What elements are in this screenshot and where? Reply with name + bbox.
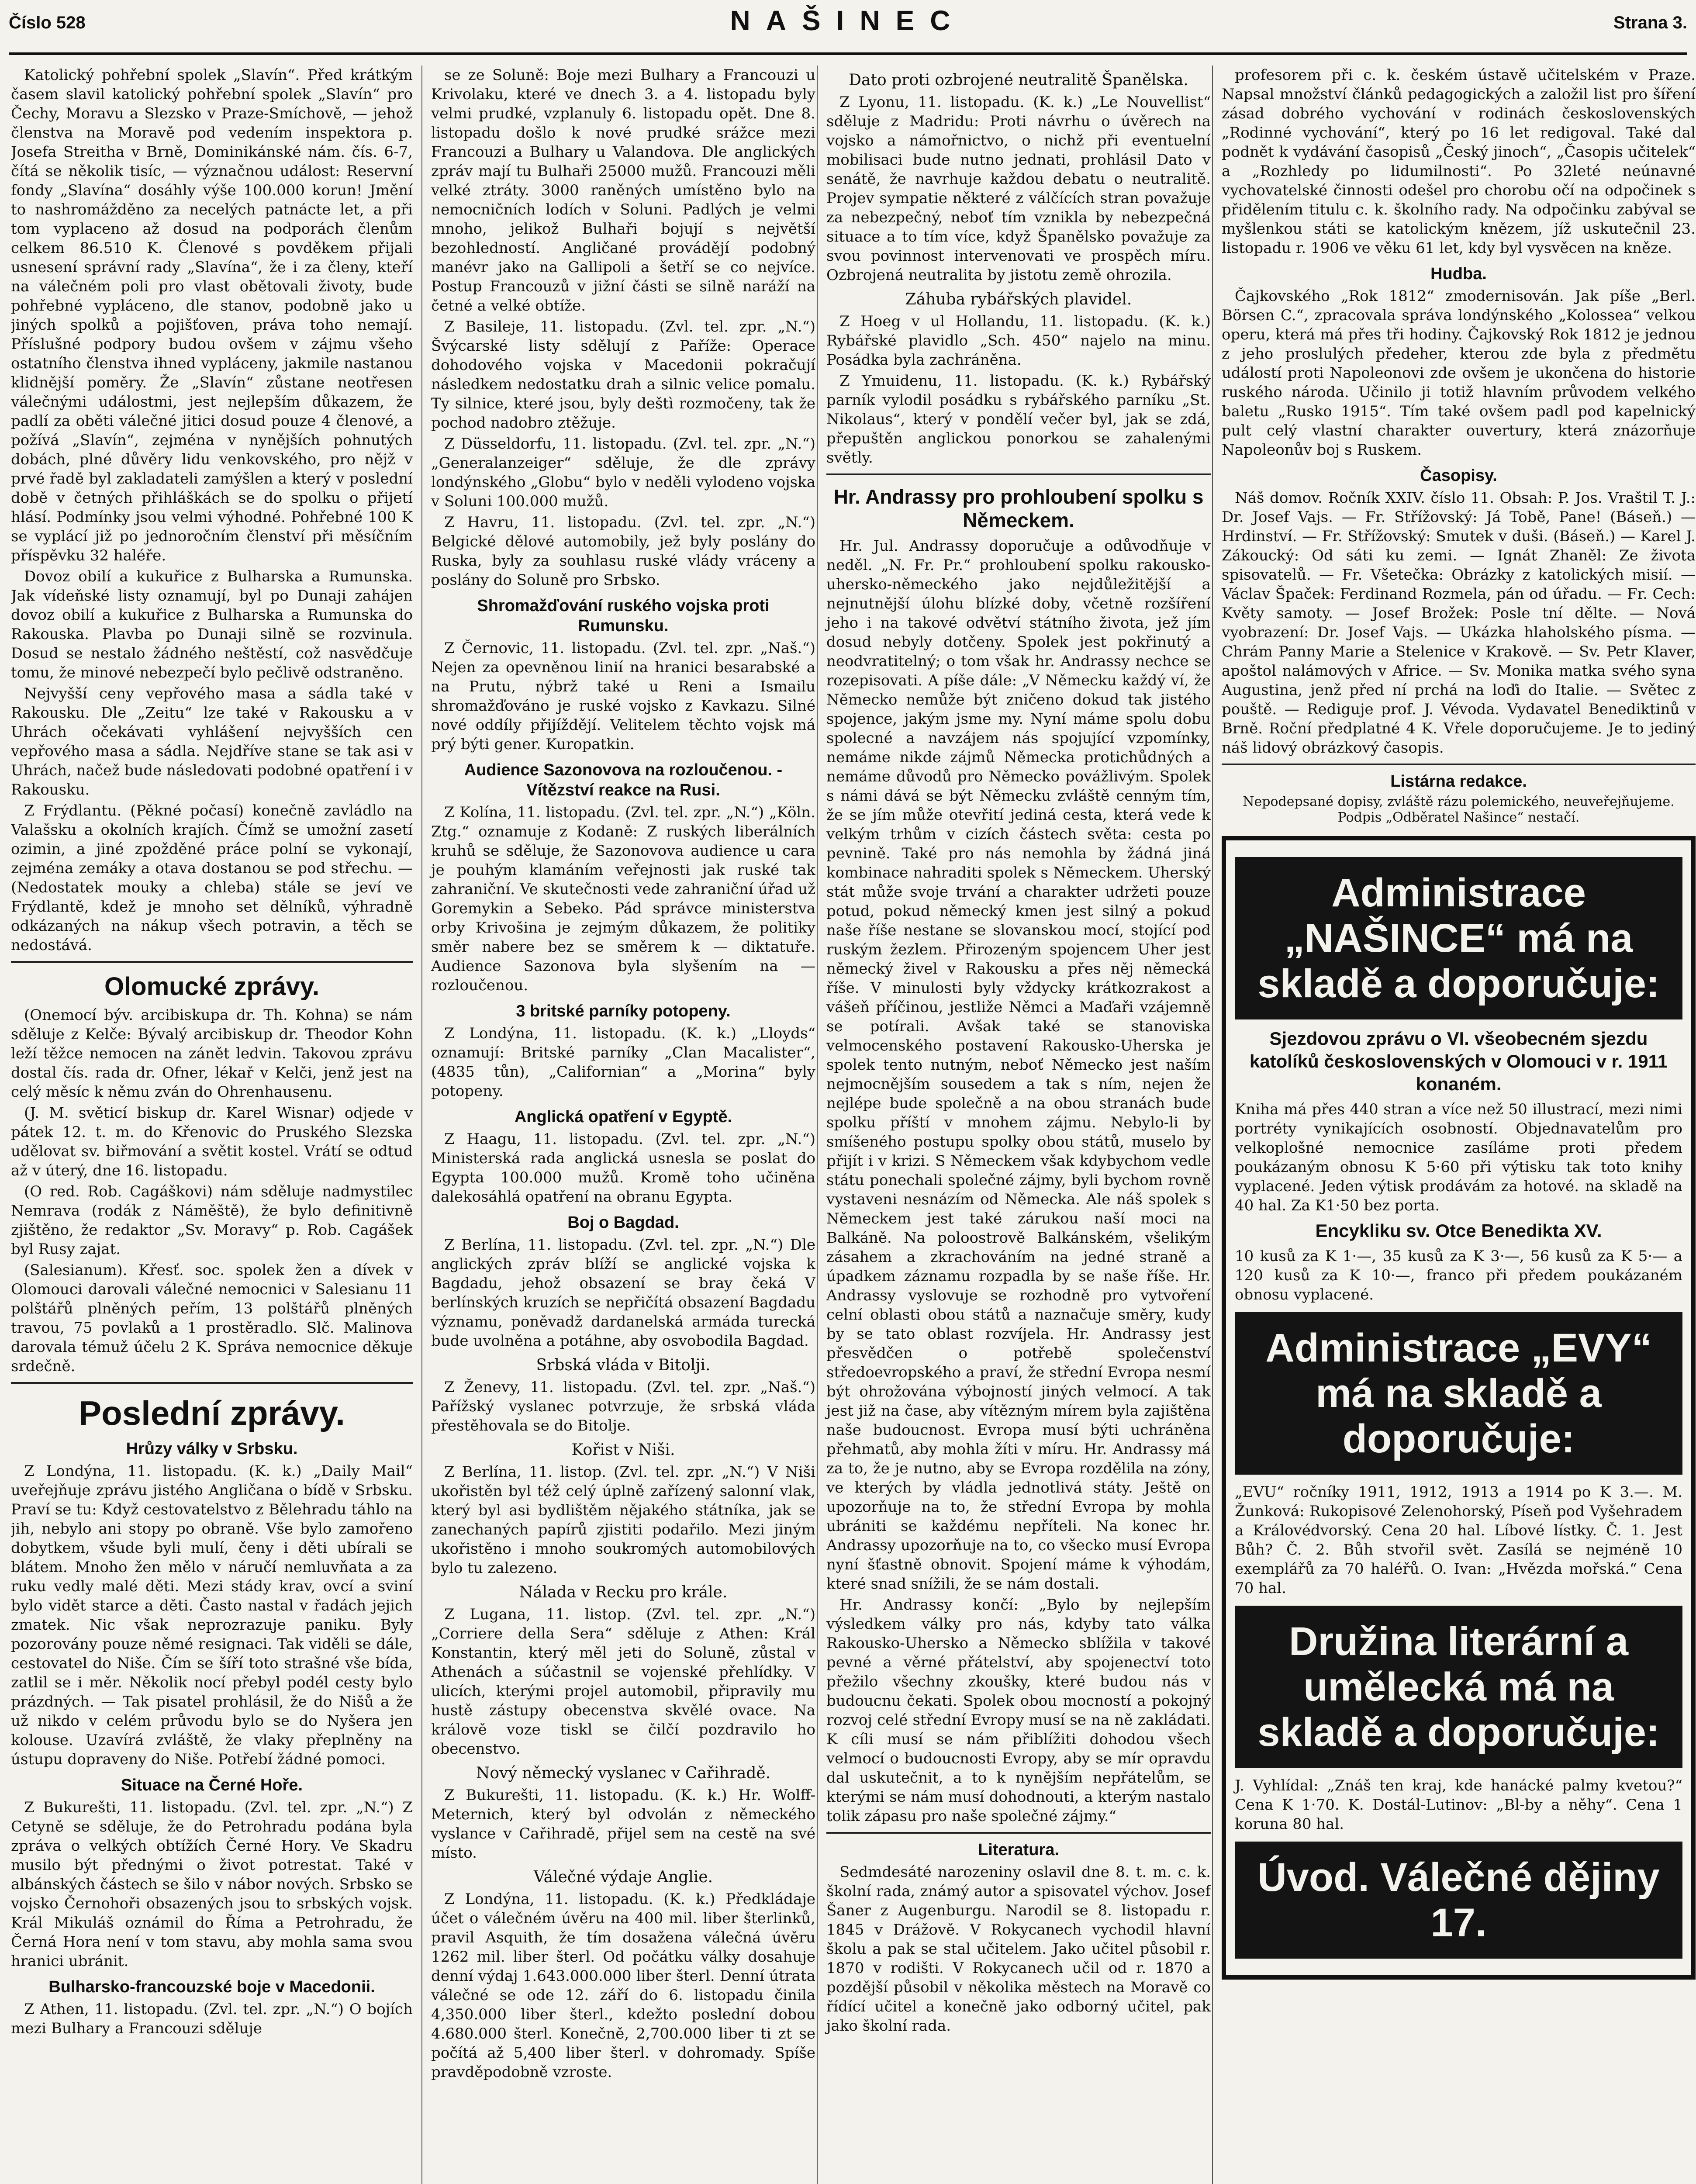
article-kohn: (Onemocí býv. arcibiskupa dr. Th. Kohna) se nám sděluje z Kelče: Bývalý arcibiskup dr. Theodor Kohn leží těžce nemocen na zánět ledvin. Takovou zprávu dostal čís. rada dr. Ofner, lékař v Kelči, jenž jest na celý měsíc k němu zván do Ohrenhausenu. (11, 1006, 413, 1101)
heading-parniky: 3 britské parníky potopeny. (516, 1002, 731, 1020)
column-4 (1212, 66, 1696, 2184)
column-1 (11, 66, 413, 2184)
article-saner: Sedmdesáté narozeniny oslavil dne 8. t. m. c. k. školní rada, známý autor a spisovatel výchov. Josef Šaner z Augenburgu. Narodil se 8. listopadu r. 1845 v Drážově. V Rokycanech vychodil hlavní školu a pak se stal učitelem. Jako učitel působil r. 1870 v rodišti. V Rokycanech učil od r. 1870 a pozdější působil v několika městech na Moravě co řídící učitel a konečně jako odborný učitel, pak jako školní rada. (826, 1863, 1211, 2035)
heading-vydaje: Válečné výdaje Anglie. (533, 1868, 713, 1886)
article-bagdad: Z Berlína, 11. listopadu. (Zvl. tel. zpr. „N.“) Dle anglických zpráv blíží se anglické vojska k Bagdadu, jehož obsazení se bray čeká V berlínských kruzích se nepřičítá obsazení Bagdadu významu, poněvadž dardanelská armáda turecká bude uvolněna a potáhne, aby osvobodila Bagdad. (431, 1236, 815, 1350)
divider (826, 473, 1211, 475)
ad-eva-banner: Administrace „EVY“ má na skladě a doporučuje: (1235, 1312, 1682, 1475)
heading-bulharsko: Bulharsko-francouzské boje v Macedonii. (48, 1978, 375, 1996)
divider (826, 1832, 1211, 1834)
ad-sjezd-text: Kniha má přes 440 stran a více než 50 illustrací, mezi nimi portréty vynikajících osobností. Objednavatelům pro velkoplošné nemocnice zasíláme proti předem poukázaným obnosu K 5·60 při výtisku tak toto knihy vyplacené. Jeden výtisk prodávám za hotové. na skladě na 40 hal. Za K1·50 bez porta. (1235, 1101, 1682, 1214)
article-frydlant: Z Frýdlantu. (Pěkné počasí) konečně zavládlo na Valašsku a okolních krajích. Čímž se umožní zasetí ozimin, a jiné zpožděné práce polní se vykonají, zejména zemáky a otava dostanou se pod střechu. — (Nedostatek mouky a chleba) stále se jeví ve Frýdlantě, kdež je mnoho set dělníků, výhradně odkázaných na nákup všech potravin, a těch se nedostává. (11, 802, 413, 954)
article-athen: Z Athen, 11. listopadu. (Zvl. tel. zpr. „N.“) O bojích mezi Bulhary a Francouzi sděluje (11, 2001, 413, 2037)
heading-cerna-hora: Situace na Černé Hoře. (121, 1776, 303, 1794)
article-ymuiden: Z Ymuidenu, 11. listopadu. (K. k.) Rybářský parník vylodil posádku s rybářského parníku „St. Nikolaus“, který v pondělí večer byl, jak se zdá, přepuštěn anglickou ponorkou se zahalenými světly. (826, 372, 1211, 467)
heading-bagdad: Boj o Bagdad. (567, 1213, 679, 1232)
article-cajkovsky: Čajkovského „Rok 1812“ zmodernisován. Jak píše „Berl. Börsen C.“, zpracovala správa londýnského „Kolossea“ velkou operu, která má přes tři hodiny. Čajkovský Rok 1812 je jednou z jeho proslulých předeher, kterou zde byla z předmětu událostí proti Napoleonovi zde ovšem je ukončena do historie ruského národa. Učinilo ji totiž hlavním průvodem velkého baletu „Rusko 1915“. Tím také ovšem padl pod kapelnický pult celý vlastní charakter ouvertury, která znázorňuje Napoleonův boj s Ruskem. (1222, 287, 1696, 459)
ad-encyklika-text: 10 kusů za K 1·—, 35 kusů za K 3·—, 56 kusů za K 5·— a 120 kusů za K 10·—, franco při předem poukázaném obnosu vyplacené. (1235, 1248, 1682, 1303)
heading-vyslanec: Nový německý vyslanec v Cařihradě. (476, 1764, 771, 1782)
advertisement-frame (1222, 836, 1696, 1980)
article-lugano: Z Lugana, 11. listop. (Zvl. tel. zpr. „N.“) „Corriere della Sera“ sděluje z Athen: Král Konstantin, který měl jeti do Soluně, zůstal v Athenách a súčastnil se vojenské přehlídky. V ulicích, kterými projel automobil, připravily mu hustě zástupy obecenstva skvělé ovace. Na králově voze tiskl se čilčí pozdravilo ho obecenstvo. (431, 1606, 815, 1758)
ad-nasinec-banner: Administrace „NAŠINCE“ má na skladě a doporučuje: (1235, 857, 1682, 1019)
heading-literatura: Literatura. (978, 1841, 1059, 1859)
ad-encyklika-title: Encykliku sv. Otce Benedikta XV. (1315, 1220, 1602, 1241)
heading-egypt: Anglická opatření v Egyptě. (514, 1108, 732, 1126)
article-saner-cont: profesorem při c. k. českém ústavě učitelském v Praze. Napsal množství článků pedagogických a založil list pro šíření zásad dobrého vychování v rodinách československých „Rodinné vychování“, který po 16 let redigoval. Také dal podnět k vydávání časopisů „Český jinoch“, „Časopis učitelek“ a „Rozhledy po lidumilnosti“. Po 32leté neúnavné vychovatelské činnosti odešel pro chorobu očí na odpočinek s přidělením titulu c. k. školního rady. Na odpočinku zabýval se myšlenkou státi se katolickým knězem, jíž uskutečnil 23. listopadu r. 1906 ve věku 61 let, kdy byl vysvěcen na kněze. (1222, 66, 1696, 257)
article-zeneva: Z Ženevy, 11. listopadu. (Zvl. tel. zpr. „Naš.“) Pařížský vyslanec potvrzuje, že srbská vláda přestěhovala se do Bitolje. (431, 1379, 815, 1434)
paper-title: NAŠINEC (730, 5, 966, 36)
article-hoeg: Z Hoeg v ul Hollandu, 11. listopadu. (K. k.) Rybářské plavidlo „Sch. 450“ najelo na minu. Posádka byla zachráněna. (826, 313, 1211, 369)
page-number-left: Číslo 528 (9, 13, 86, 32)
heading-audience: Audience Sazonovova na rozloučenou. - Vítězství reakce na Rusi. (464, 761, 783, 799)
ad-druzina-banner: Družina literární a umělecká má na skladě a doporučuje: (1235, 1606, 1682, 1768)
article-dovoz-obili: Dovoz obilí a kukuřice z Bulharska a Rumunska. Jak vídeňské listy oznamují, byl po Dunaji zahájen dovoz obilí a kukuřice z Bulharska a Rumunska do Rakouska. Plavba po Dunaji silně se rozvinula. Dosud se nestalo žádného neštěstí, což nasvědčuje tomu, že minové nebezpečí bylo pečlivě odstraněno. (11, 568, 413, 681)
article-andrassy-end: Hr. Andrassy končí: „Bylo by nejlepším výsledkem války pro nás, kdyby tato válka Rakousko-Uhersko a Německo sblížila v takové pevné a věrné přátelství, aby spojenectví toto přežilo všechny zkoušky, které budou nás v budoucnu čekati. Spolek obou mocností a pokojný rozvoj celé střední Evropy musí se na ně zakládati. K cíli musí se nám přiblížiti dohodou všech velmocí o budoucnosti Evropy, aby se mír opravdu dal uskutečnit, a to k nynějším nepřátelům, se kterými se nám musí dohodnouti, a kterým nastalo tolik zápasu pro naše společné zájmy.“ (826, 1596, 1211, 1825)
article-havr: Z Havru, 11. listopadu. (Zvl. tel. zpr. „N.“) Belgické dělové automobily, jež byly poslány do Ruska, byly za souhlasu ruské vlády vráceny a poslány do Soluně pro Srbsko. (431, 514, 815, 589)
article-wisnar: (J. M. světicí biskup dr. Karel Wisnar) odjede v pátek 12. t. m. do Křenovic do Pruského Slezska udělovat sv. biřmování a světit kostel. Vrátí se odtud až v úterý, dne 16. listopadu. (11, 1104, 413, 1179)
heading-recko: Nálada v Recku pro krále. (519, 1583, 728, 1601)
listarna-note: Nepodepsané dopisy, zvláště rázu polemického, neuveřejňujeme. Podpis „Odběratel Našince“ nestačí. (1243, 794, 1675, 825)
heading-shromazdovani: Shromažďování ruského vojska proti Rumunsku. (477, 597, 770, 635)
article-nis: Z Berlína, 11. listop. (Zvl. tel. zpr. „N.“) V Niši ukořistěn byl též celý úplně zařízený salonní vlak, který byl asi bydlištěm nějakého státníka, jak se zanechaných papírů zjistiti podařilo. Mezi jiným ukořistěno i mnoho soukromých automobilových bylo tu zalezeno. (431, 1463, 815, 1577)
article-basilej: Z Basileje, 11. listopadu. (Zvl. tel. zpr. „N.“) Švýcarské listy sdělují z Paříže: Operace dohodového vojska v Macedonii pokračují následkem nedostatku drah a silnic velice pomalu. Ty silnice, které jsou, byly deštì rozmočeny, tak že pochod nadobro ztěžuje. (431, 318, 815, 432)
divider (11, 1382, 413, 1384)
article-cernovice: Z Černovic, 11. listopadu. (Zvl. tel. zpr. „Naš.“) Nejen za opevněnou linií na hranici besarabské a na Prutu, nýbrž také u Reni a Ismailu shromažďováno je ruské vojsko z Kavkazu. Silné nové oddíly přijíždějí. Velitelem těchto vojsk má prý býti gener. Kuropatkin. (431, 639, 815, 753)
article-koln: Z Kolína, 11. listopadu. (Zvl. tel. zpr. „N.“) „Köln. Ztg.“ oznamuje z Kodaně: Z ruských liberálních kruhů se sděluje, že Sazonovova audience u cara je pouhým klamáním veřejnosti jak ruské tak zahraniční. Ve skutečnosti vede zahraniční úřad už Goremykin a Sebeko. Pád správce ministerstva orby Krivošina je zejmým důkazem, že politiky směr nabere bez se směrem k — diktatuře. Audience Sazonova byla slyšením na — rozloučenou. (431, 804, 815, 994)
article-andrassy: Hr. Jul. Andrassy doporučuje a odůvodňuje v neděl. „N. Fr. Pr.“ prohloubení spolku rakousko-uhersko-německého jako nejdůležitější a nejnutnější úlohu blízké doby, včetně rozšíření jeho i na takové odvětví státního života, jež jím dosud nebyly dotčeny. Spolek jest pokřinutý a neodvratitelný; o tom však hr. Andrassy nechce se rozepisovati. A píše dále: „V Německu každý ví, že Německo nemůže být zničeno dokud tak jistého spojence, jakým jsme my. Nyní máme spolu dobu spolecné a navzájem nás spojující vzpomínky, nemáme nikde zájmů Německa protichůdných a nemáme důvodů pro Německo povážlivým. Spolek s námi dává se být Německu zvláště cenným tím, že se jím může otevřití jediná cesta, která vede k velkým trhům v cizích částech světa: cesta po pevnině. Také pro nás nemohla by žádná jiná kombinace nahraditi spolek s Německem. Uherský stát může svoje trvání a charakter udržeti pouze potud, pokud německý kmen jest silný a pokud naše říše nestane se slovanskou mocí, stojící pod ruským žezlem. Přirozeným spojencem Uher jest německý živel v Rakousku a přes něj německá říše. V minulosti byly vždycky krátkozrakost a vášeň příčinou, jestliže Němci a Maďaři vzájemně se potírali. Avšak také se stanoviska velmocenského postavení Rakousko-Uherska je spolek tento nutným, neboť Německo jest naším nejmocnějším sousedem a tak s ním, nejen že nejlépe bude společně a na obou stranách bude spolku příští v mnohem zájmu. Nebylo-li by smíšeného postupu spolky obou států, muselo by přijít i v krizi. S Německem však kdybychom vedle státu ponechali společné zájmy, byli bychom rovně vystaveni nesnázím od Německa. Ale náš spolek s Německem jest také zárukou naší moci na Balkáně. Na poloostrově Balkánském, všelikým zásahem a zkrachováním na jedné straně a úpadkem záznamu rozpadla by se naše říše. Hr. Andrassy vyslovuje se rozhodně pro vytvoření celní oblasti obou států a naznačuje směry, kudy by se tato oblast rozvíjela. Hr. Andrassy jest přesvědčen o potřebě společenství středoevropského a praví, že střední Evropa nesmí být ohrožována výbojností jiných velmocí. A tak jest již na čase, aby vítězným mírem byla zajištěna naše budoucnost. Evropa musí býti uchráněna přehmatů, aby mohla žíti v míru. Hr. Andrassy má za to, že je nutno, aby se Evropa rozdělila na zóny, ve kterých by vládla jednotlivá státy. Ještě on upozorňuje na to, že střední Evropa by mohla ubrániti se každému nepříteli. Na konec hr. Andrassy upozorňuje na to, co všecko musí Evropa nyní šťastně obnovit. Spojení máme k výhodám, které snad snížili, že se nám dostali. (826, 537, 1211, 1593)
column-2 (421, 66, 815, 2184)
ad-eva-text: „EVU“ ročníky 1911, 1912, 1913 a 1914 po K 3.—. M. Žunková: Rukopisové Zelenohorský, Píseň pod Vyšehradem a Královédvorský. Cena 20 hal. Líbové lístky. Č. 1. Jest Bůh? Č. 2. Bůh stvořil svět. Zasílá se nejméně 10 exemplářů za 70 haléřů. O. Ivan: „Hvězda mořská.“ Cena 70 hal. (1235, 1483, 1682, 1597)
article-asquith: Z Londýna, 11. listopadu. (K. k.) Předkládaje účet o válečném úvěru na 400 mil. liber šterlinků, pravil Asquith, že tím dosažena válečná úvěru 1262 mil. liber šterl. Od počátku války dosahuje denní výdaj 1.643.000.000 liber šterl. Denní útrata válečné se ode 12. září do 6. listopadu činila 4,350.000 liber šterl., kdežto poslední dobou 4.680.000 šterl. Konečně, 2,700.000 liber ti zt se počítá až 5,400 liber šterl. v dohromady. Spíše pravděpodobně vzroste. (431, 1890, 815, 2081)
article-salesianum: (Salesianum). Křesť. soc. spolek žen a dívek v Olomouci darovali válečné nemocnici v Salesianu 11 polštářů plněných peřím, 13 polštářů plněných travou, 75 povlaků a 1 prostěradlo. Slč. Malinova darovala témuž účelu 2 K. Správa nemocnice děkuje srdečně. (11, 1261, 413, 1375)
heading-hruzy-valky: Hrůzy války v Srbsku. (126, 1440, 298, 1458)
heading-andrassy: Hr. Andrassy pro prohloubení spolku s Německem. (833, 485, 1204, 532)
article-dusseldorf: Z Düsseldorfu, 11. listopadu. (Zvl. tel. zpr. „N.“) „Generalanzeiger“ sděluje, že dle zprávy londýnského „Globu“ bylo v neděli vylodeno vojska v Soluni 100.000 mužů. (431, 435, 815, 510)
article-lloyds: Z Londýna, 11. listopadu. (K. k.) „Lloyds“ oznamují: Britské parníky „Clan Macalister“, (4835 tůn), „Californian“ a „Morina“ byly potopeny. (431, 1025, 815, 1100)
article-haag: Z Haagu, 11. listopadu. (Zvl. tel. zpr. „N.“) Ministerská rada anglická usnesla se poslat do Egypta 100.000 mužů. Kromě toho učiněna dalekosáhlá opatření na obranu Egypta. (431, 1130, 815, 1206)
section-heading-posledni: Poslední zprávy. (79, 1394, 345, 1432)
article-srbsko: Z Londýna, 11. listopadu. (K. k.) „Daily Mail“ uveřejňuje zprávu jistého Angličana o bídě v Srbsku. Praví se tu: Když cestovatelstvo z Bělehradu táhlo na jih, nebylo ani stopy po obraně. Vše bylo zamořeno dobytkem, všude byli mulí, čeny i děti ubírali se blátem. Mnoho žen mělo v náručí nemluvňata a za ruku vedly malé děti. Mezi stády krav, ovcí a sviní bylo vidět starce a děti. Často nastal v řadách jejich zmatek. Nic však neprozrazuje paniku. Byly pozorovány pouze němé resignaci. Tak viděli se dále, cestovatel do Niše. Čím se šíří toto strašné vše bída, zatlil se i měr. Několik nocí přebyl podél cesty bylo prázdných. — Tak pisatel prohlásil, že do Nišů a že už nikdo v celém průvodu bylo se do Nyšera jen kolouse. Uzavírá zvláště, že vlaky přeplněny na ústupu dopraveny do Niše. Potřebí žádné pomoci. (11, 1462, 413, 1768)
heading-casopisy: Časopisy. (1420, 467, 1497, 485)
heading-rybarska: Záhuba rybářských plavidel. (905, 290, 1132, 308)
masthead (9, 0, 1687, 55)
heading-dato: Dato proti ozbrojené neutralitě Španělska. (849, 71, 1188, 89)
column-3 (817, 66, 1211, 2184)
heading-hudba: Hudba. (1430, 265, 1487, 283)
ad-druzina-text: J. Vyhlídal: „Znáš ten kraj, kde hanácké palmy kvetou?“ Cena K 1·70. K. Dostál-Lutinov: „Bl-by a něhy“. Cena 1 koruna 80 hal. (1235, 1777, 1682, 1833)
page-number-right: Strana 3. (1613, 13, 1687, 32)
article-nas-domov: Náš domov. Ročník XXIV. číslo 11. Obsah: P. Jos. Vraštil T. J.: Dr. Josef Vajs. — Fr. Střížovský: Já Tobě, Pane! (Báseň.) — Hrdinství. — Fr. Střížovský: Smutek v duši. (Báseň.) — Karel J. Zákoucký: Od sáti ku zemi. — Ignát Zhaněl: Ze života spisovatelů. — Fr. Všetečka: Obrázky z katolických misií. — Václav Špaček: Ferdinand Rozmela, pán od úřadu. — Fr. Cech: Květy samoty. — Josef Brožek: Posle tní dělte. — Nová vyobrazení: Dr. Josef Vajs. — Ukázka hlaholského písma. — Chrám Panny Marie a Stelenice v Krakově. — Sv. Petr Klaver, apoštol nalámových v Africe. — Sv. Monika matka svého syna Augustina, jenž před ní prchá na loďi do Italie. — Světec z pouště. — Rediguje prof. J. Vévoda. Vydavatel Benediktinů v Brně. Roční předplatné 4 K. Vřele doporučujeme. Je to jediný náš lidový obrázkový časopis. (1222, 489, 1696, 757)
heading-bitolj: Srbská vláda v Bitolji. (536, 1356, 711, 1374)
heading-nis: Kořist v Niši. (571, 1441, 675, 1459)
divider (11, 961, 413, 963)
heading-listarna: Listárna redakce. (1390, 772, 1527, 791)
article-krivolak: se ze Soluně: Boje mezi Bulhary a Francouzi u Krivolaku, které ve dnech 3. a 4. listopadu byly velmi prudké, vzplanuly 6. listopadu opět. Dne 8. listopadu došlo k nové prudké srážce mezi Francouzi a Bulhary u Valandova. Dle anglických zpráv mají tu Bulhaři 25000 mužů. Francouzi měli velké ztráty. 3000 raněných umístěno bylo na nemocničních lodích v Soluni. Padlých je velmi mnoho, jelikož Bulhaři bojují s největší bezohledností. Angličané provádějí podobný manévr jako na Gallipoli a šetří se co nejvíce. Postup Francouzů v jižní části se silně naráží na četné a velké obtíže. (431, 66, 815, 314)
ad-sjezd-title: Sjezdovou zprávu o VI. všeobecném sjezdu katolíků československých v Olomouci v r. 1911 konaném. (1249, 1028, 1668, 1094)
article-ceny-masa: Nejvyšší ceny vepřového masa a sádla také v Rakousku. Dle „Zeitu“ lze také v Rakousku a v Uhrách očekávati vyhlášení nejvyšších cen vepřového masa a sádla. Nejdříve stane se tak asi v Uhrách, načež bude následovati podobné opatření i v Rakousku. (11, 685, 413, 798)
article-cagasek: (O red. Rob. Cagáškovi) nám sděluje nadmystilec Nemrava (rodák z Náměště), že bylo definitivně zjištěno, že redaktor „Sv. Moravy“ p. Rob. Cagášek byl Rusy zajat. (11, 1183, 413, 1258)
article-wolff: Z Bukurešti, 11. listopadu. (K. k.) Hr. Wolff-Meternich, který byl odvolán z německého vyslance v Cařihradě, přijel sem na cestě na své místo. (431, 1787, 815, 1862)
article-dato: Z Lyonu, 11. listopadu. (K. k.) „Le Nouvellist“ sděluje z Madridu: Proti návrhu o úvěrech na vojsko a námořnictvo, o nichž při eventuelní mobilisaci bude nutno jednati, prohlásil Dato v senátě, že navrhuje každou debatu o neutralitě. Projev sympatie některé z válčících stran považuje za nebezpečný, neboť tím vznikla by nebezpečná situace a to tím více, když Španělsko považuje za svou povinnost intervenovati ve prospěch míru. Ozbrojená neutralita by jistotu země ohrozila. (826, 93, 1211, 284)
divider (1222, 764, 1696, 765)
article-cerna-hora: Z Bukurešti, 11. listopadu. (Zvl. tel. zpr. „N.“) Z Cetyně se sděluje, že do Petrohradu podána byla zpráva o velkých obtížích Černé Hory. Ve Skadru musilo být přednými o život potrestat. Také v albánských částech se šilo v nábor nových. Srbsko se vojsko Černohoři obsazených jsou to srbských vojsk. Král Mikuláš oznámil do Říma a Petrohradu, že Černá Hora není v tom stavu, aby mohla sama svou hranici ubránit. (11, 1799, 413, 1970)
ad-last-banner: Úvod. Válečné dějiny 17. (1235, 1842, 1682, 1959)
article-slavin: Katolický pohřební spolek „Slavín“. Před krátkým časem slavil katolický pohřební spolek „Slavín“ pro Čechy, Moravu a Slezsko v Praze-Smíchově, — jehož členstva na Moravě pod vedením inspektora p. Josefa Streitha v Brně, Dominikánské nám. čís. 6-7, čítá se několik tisíc, — význačnou událost: Reservní fondy „Slavína“ dosáhly výše 100.000 korun! Jmění to nashromážděno za necelých patnácte let, a při tom vyplaceno až dosud na podporách členům celkem 86.510 K. Členové s povděkem přijali usnesení správní rady „Slavína“, že i za členy, kteří na válečném poli pro vlast obětovali životy, bude pohřebné vypláceno, dle stanov, podobně jako u jiných spolků a pojišťoven, práva toho nemají. Příslušné podpory budou ovšem v zájmu všeho ostatního členstva ihned vypláceny, jakmile nastanou klidnější poměry. Že „Slavín“ zůstane neotřesen válečnými událostmi, jest nejlepším důkazem, že padlí za oběti válečné jitici dosud pouze 4 členové, a požívá „Slavín“, zejména v nynějších pohnutých dobách, plné důvěry lidu venkovského, pro nějž v prvé řadě byl zakladateli zamýšlen a který v poslední době v četných přihláškách se do spolku o přijetí hlásí. Podmínky jsou velmi výhodné. Pohřebné 100 K se vyplácí již po jednoročním členství při měsíčním příspěvku 32 haléře. (11, 66, 413, 564)
section-heading-olomouc: Olomucké zprávy. (104, 972, 320, 1001)
